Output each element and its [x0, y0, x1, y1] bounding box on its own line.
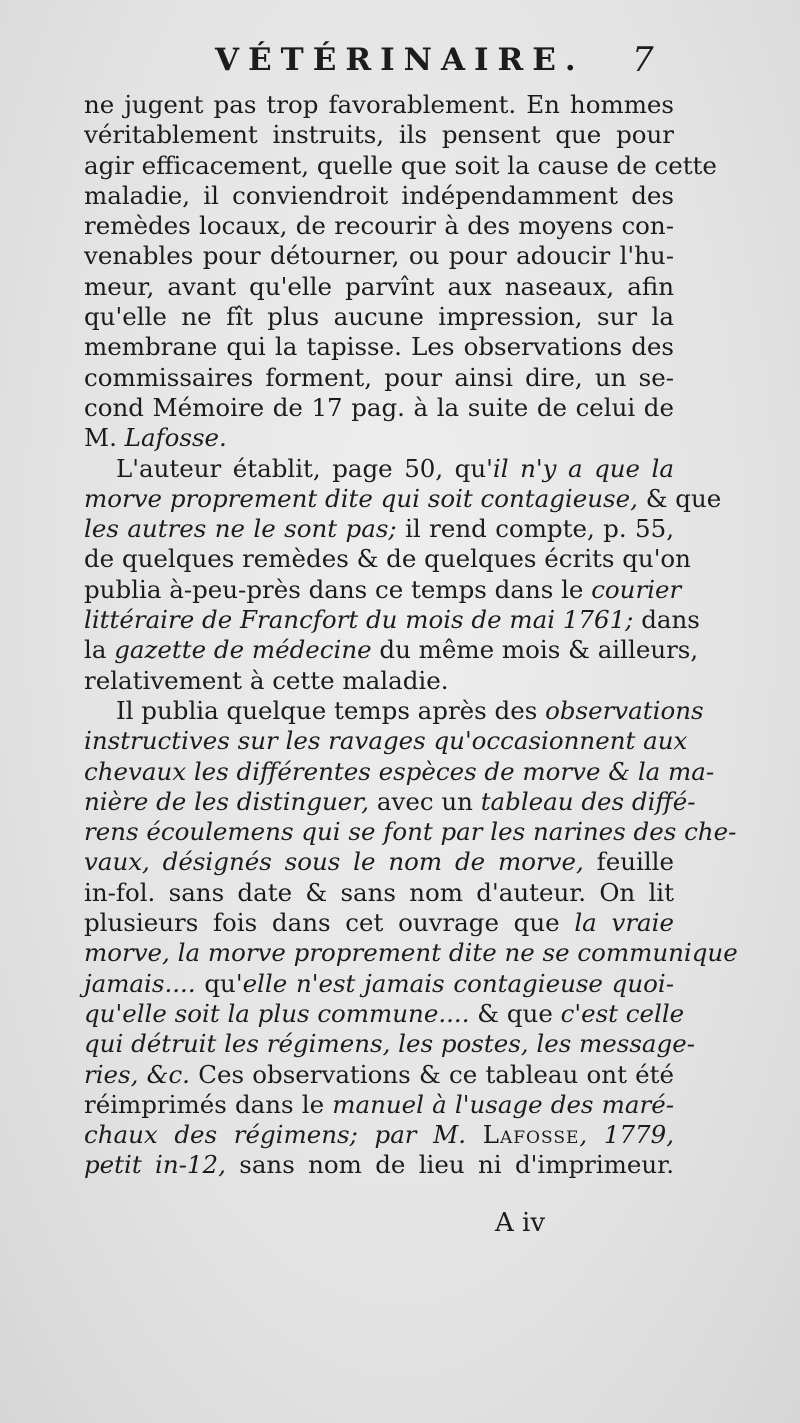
- text-line: [84, 483, 722, 514]
- text-segment: L'auteur établit, page 50, qu': [116, 453, 493, 483]
- text-line: [84, 241, 674, 271]
- text-segment: qu'elle ne fît plus aucune impression, sur la: [84, 302, 674, 332]
- text-line: [84, 272, 674, 302]
- text-segment: il rend compte, p. 55,: [396, 514, 674, 544]
- text-segment: in-fol. sans date & sans nom d'auteur. On lit: [84, 877, 674, 907]
- text-line: [84, 726, 688, 756]
- emphasis-segment: chevaux les différentes espèces de morve & la ma-: [84, 756, 715, 786]
- text-segment: & que: [637, 483, 722, 513]
- text-line: [84, 90, 674, 120]
- text-line: [84, 454, 674, 484]
- text-line: [84, 635, 699, 665]
- text-line: [84, 1090, 674, 1120]
- emphasis-segment: la vraie: [574, 908, 674, 938]
- text-line: [84, 514, 674, 544]
- emphasis-segment: ries, &c.: [84, 1059, 190, 1089]
- text-segment: feuille: [583, 847, 674, 877]
- page-header: [0, 40, 800, 90]
- emphasis-segment: elle n'est jamais contagieuse quoi-: [242, 968, 674, 998]
- text-line: [84, 695, 704, 726]
- text-line: [84, 998, 685, 1029]
- text-segment: qu': [195, 968, 243, 998]
- text-segment: cond Mémoire de 17 pag. à la suite de celui de: [84, 392, 674, 422]
- emphasis-segment: qu'elle soit la plus commune....: [84, 998, 470, 1028]
- text-line: [84, 574, 682, 605]
- text-line: [84, 786, 696, 817]
- text-line: [84, 423, 674, 453]
- emphasis-segment: morve proprement dite qui soit contagieuse,: [84, 483, 638, 513]
- text-segment: Ces observations & ce tableau ont été: [189, 1059, 674, 1089]
- emphasis-segment: c'est celle: [560, 998, 685, 1028]
- text-line: [84, 120, 674, 150]
- emphasis-segment: gazette de médecine: [114, 635, 372, 665]
- text-segment: plusieurs fois dans cet ouvrage que: [84, 908, 575, 938]
- emphasis-segment: nière de les distinguer,: [84, 786, 370, 816]
- emphasis-segment: petit in-12,: [84, 1150, 226, 1180]
- text-segment: Il publia quelque temps après des: [116, 695, 546, 725]
- text-line: [84, 1150, 674, 1180]
- emphasis-segment: observations: [545, 695, 704, 725]
- emphasis-segment: Lafosse.: [124, 423, 227, 453]
- emphasis-segment: morve, la morve proprement dite ne se communique: [84, 938, 738, 968]
- emphasis-segment: jamais....: [84, 968, 196, 998]
- text-segment: meur, avant qu'elle parvînt aux naseaux, afin: [84, 271, 674, 301]
- signature-mark: A iv: [495, 1208, 546, 1238]
- text-segment: de quelques remèdes & de quelques écrits qu'on: [84, 544, 691, 574]
- text-segment: venables pour détourner, ou pour adoucir l'hu-: [84, 241, 674, 271]
- emphasis-segment: Lafosse: [482, 1120, 580, 1150]
- emphasis-segment: il n'y a que la: [492, 453, 674, 483]
- text-line: [84, 150, 717, 181]
- emphasis-segment: instructives sur les ravages qu'occasionnent aux: [84, 726, 688, 756]
- text-line: [84, 363, 674, 393]
- text-segment: avec un: [369, 786, 481, 816]
- text-segment: la: [84, 635, 115, 665]
- text-segment: M.: [84, 423, 125, 453]
- text-segment: membrane qui la tapisse. Les observations des: [84, 332, 674, 362]
- text-line: [84, 302, 674, 332]
- emphasis-segment: rens écoulemens qui se font par les narines des che-: [84, 817, 737, 847]
- emphasis-segment: tableau des diffé-: [480, 786, 696, 816]
- text-line: [84, 211, 674, 241]
- running-head: VÉTÉRINAIRE.: [215, 42, 585, 78]
- text-line: [84, 969, 674, 999]
- emphasis-segment: manuel à l'usage des maré-: [332, 1089, 674, 1119]
- text-line: [84, 938, 738, 968]
- text-line: [84, 878, 674, 908]
- text-line: [84, 666, 674, 696]
- emphasis-segment: littéraire de Francfort du mois de mai 1761;: [84, 605, 634, 635]
- text-line: [84, 847, 674, 877]
- text-segment: dans: [633, 605, 700, 635]
- text-segment: remèdes locaux, de recourir à des moyens con-: [84, 211, 674, 241]
- emphasis-segment: chaux des régimens; par M.: [84, 1120, 483, 1150]
- text-segment: commissaires forment, pour ainsi dire, un se-: [84, 362, 674, 392]
- text-segment: sans nom de lieu ni d'imprimeur.: [225, 1150, 674, 1180]
- text-line: [84, 1060, 674, 1090]
- text-line: [84, 544, 691, 574]
- text-segment: relativement à cette maladie.: [84, 665, 449, 695]
- page-number: 7: [632, 40, 654, 80]
- text-line: [84, 181, 674, 211]
- text-line: [84, 1029, 695, 1059]
- text-line: [84, 908, 674, 938]
- emphasis-segment: , 1779,: [579, 1120, 674, 1150]
- text-line: [84, 756, 715, 787]
- text-segment: maladie, il conviendroit indépendamment des: [84, 180, 674, 210]
- emphasis-segment: qui détruit les régimens, les postes, les message-: [84, 1029, 695, 1059]
- text-segment: réimprimés dans le: [84, 1089, 333, 1119]
- text-segment: & que: [469, 998, 561, 1028]
- text-segment: publia à-peu-près dans ce temps dans le: [84, 574, 592, 604]
- text-segment: agir efficacement, quelle que soit la cause de cette: [84, 150, 717, 180]
- text-line: [84, 605, 700, 635]
- emphasis-segment: les autres ne le sont pas;: [84, 514, 397, 544]
- text-segment: du même mois & ailleurs,: [371, 635, 699, 665]
- emphasis-segment: courier: [591, 574, 682, 604]
- body-text: [84, 90, 738, 1181]
- text-segment: ne jugent pas trop favorablement. En hommes: [84, 90, 674, 119]
- text-line: [84, 817, 737, 847]
- text-line: [84, 332, 674, 362]
- text-segment: véritablement instruits, ils pensent que pour: [84, 120, 674, 150]
- text-line: [84, 393, 674, 423]
- emphasis-segment: vaux, désignés sous le nom de morve,: [84, 847, 584, 877]
- text-line: [84, 1120, 674, 1150]
